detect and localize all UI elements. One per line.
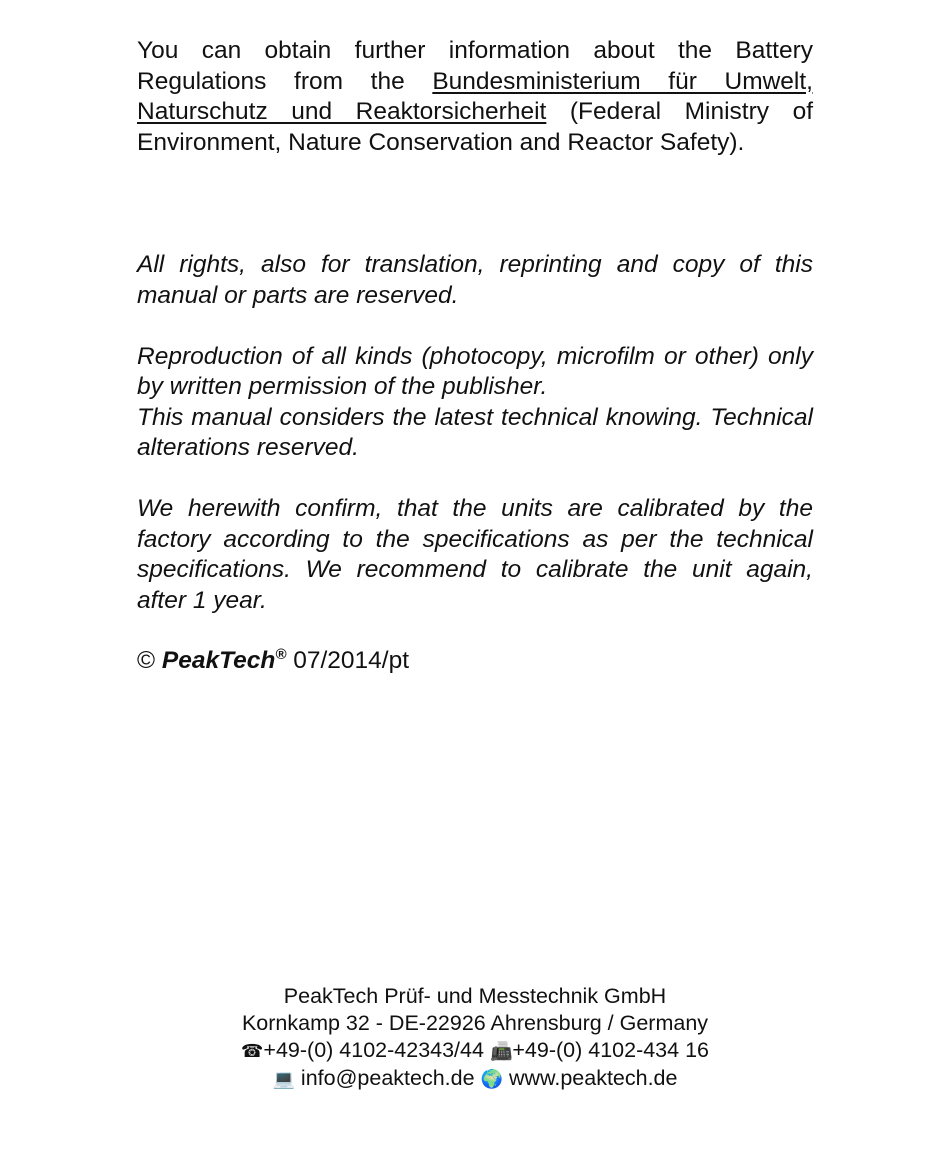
copyright-symbol: ©: [137, 647, 156, 674]
battery-regulations-paragraph: [137, 36, 813, 158]
contact-phone-fax: [0, 1037, 950, 1065]
fax-icon: 📠: [489, 1041, 513, 1062]
phone-icon: ☎: [240, 1041, 264, 1062]
manual-page: [137, 36, 813, 701]
computer-icon: 💻: [272, 1069, 295, 1090]
fax-number: +49-(0) 4102-434 16: [512, 1038, 709, 1062]
website-url[interactable]: www.peaktech.de: [508, 1066, 678, 1090]
calibration-paragraph: We herewith confirm, that the units are calibrated by the factory according to the specifications as per the technical specifications. We recommend to calibrate the unit again, after 1 year.: [137, 495, 813, 614]
registered-mark: ®: [275, 645, 287, 663]
company-address: Kornkamp 32 - DE-22926 Ahrensburg / Germany: [241, 1011, 709, 1035]
date-code: 07/2014/pt: [293, 647, 410, 674]
battery-text-before: You can obtain further information about the Battery Regulations from the: [137, 37, 813, 95]
phone-number: +49-(0) 4102-42343/44: [263, 1038, 484, 1062]
email-address[interactable]: info@peaktech.de: [300, 1066, 475, 1090]
rights-reserved-paragraph: All rights, also for translation, reprinting and copy of this manual or parts are reserved.: [137, 251, 813, 309]
technical-alterations-paragraph: This manual considers the latest technical knowing. Technical alterations reserved.: [137, 403, 813, 461]
battery-text-after: (Federal Ministry of Environment, Nature Conservation and Reactor Safety).: [137, 98, 813, 156]
ministry-link[interactable]: Bundesministerium für Umwelt, Naturschutz und Reaktorsicherheit: [137, 67, 813, 125]
contact-email-web: [0, 1065, 950, 1093]
brand-name: PeakTech: [161, 647, 276, 674]
reproduction-paragraph: Reproduction of all kinds (photocopy, microfilm or other) only by written permission of the publisher.: [137, 342, 813, 400]
company-name: PeakTech Prüf- und Messtechnik GmbH: [283, 984, 667, 1008]
copyright-line: [137, 646, 813, 677]
company-footer: [0, 983, 950, 1093]
globe-icon: 🌍: [480, 1069, 503, 1090]
